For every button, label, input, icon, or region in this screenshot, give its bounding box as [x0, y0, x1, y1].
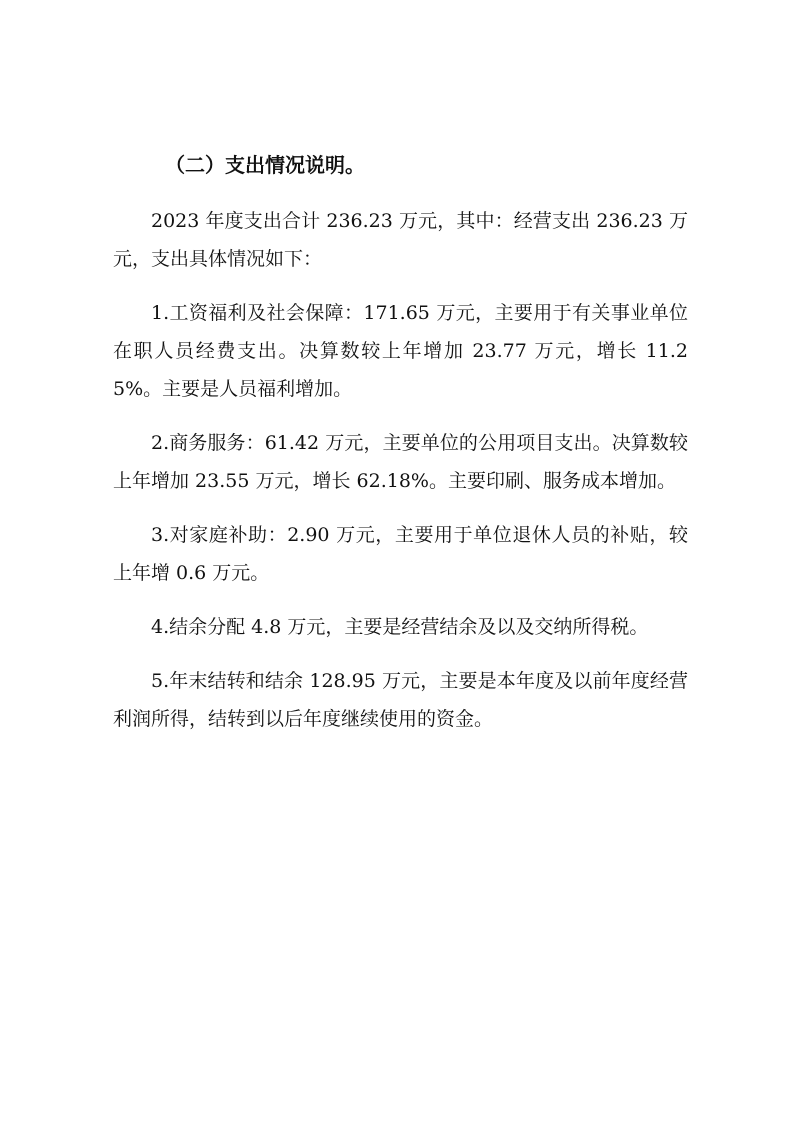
paragraph-surplus-distribution: 4.结余分配 4.8 万元，主要是经营结余及以及交纳所得税。 [151, 616, 649, 638]
paragraph-business-services: 2.商务服务：61.42 万元，主要单位的公用项目支出。决算数较上年增加 23.55 万元，增长 62.18%。主要印刷、服务成本增加。 [113, 432, 688, 492]
paragraph-household-subsidy: 3.对家庭补助：2.90 万元，主要用于单位退休人员的补贴，较上年增 0.6 万元。 [113, 524, 688, 584]
paragraph-year-end-balance: 5.年末结转和结余 128.95 万元，主要是本年度及以前年度经营利润所得，结转到以后年度继续使用的资金。 [113, 670, 688, 730]
paragraph-wages-welfare: 1.工资福利及社会保障：171.65 万元，主要用于有关事业单位在职人员经费支出。决算数较上年增加 23.77 万元，增长 11.25%。主要是人员福利增加。 [113, 302, 688, 400]
document-body [113, 150, 688, 754]
paragraph-expenditure-summary: 2023 年度支出合计 236.23 万元，其中：经营支出 236.23 万元，支出具体情况如下： [113, 210, 688, 270]
section-heading: （二）支出情况说明。 [165, 153, 365, 177]
